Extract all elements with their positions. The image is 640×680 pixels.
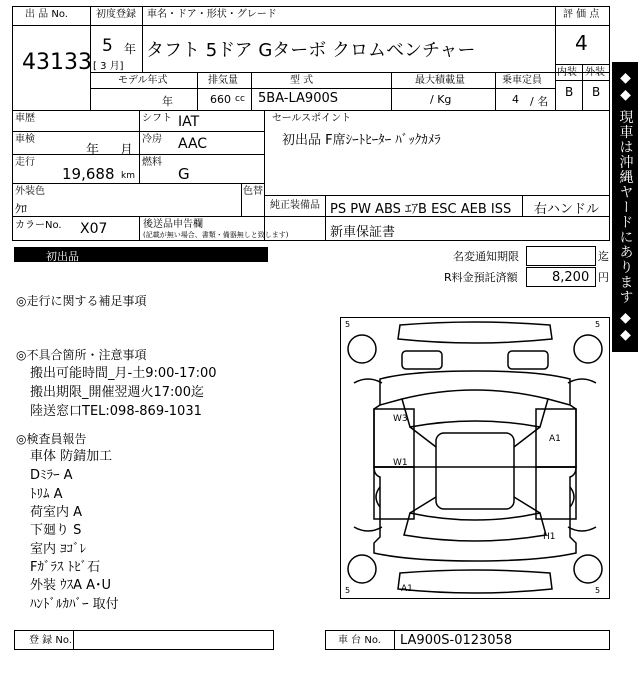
history-label: 車歴 [15,113,35,124]
load-unit: / Kg [430,93,452,106]
interior-label: 内装 [557,67,577,78]
okinawa-yard-banner: ◆◆ 現車は沖縄ヤードにあります ◆◆ [612,62,638,352]
reg-label: 初度登録 [96,9,136,20]
steering: 右ハンドル [534,202,600,217]
defect-line-1: 搬出可能時間_月-土9:00-17:00 [30,366,217,381]
inspector-line-5: 下廻り S [30,523,82,538]
mileage-label: 走行 [15,157,35,168]
score-label: 評 価 点 [563,9,600,20]
lot-number: 43133 [22,50,92,75]
car-outline-diagram [340,317,610,599]
inspector-line-2: Dﾐﾗｰ A [30,468,73,483]
equipment: PS PW ABS ｴｱB ESC AEB ISS [330,202,512,217]
aftermarket-label: 後送品申告欄 [143,219,203,230]
capacity: 4 [512,93,519,106]
notice-unit: 迄 [598,250,609,263]
inspector-line-7: Fｶﾞﾗｽ ﾄﾋﾞ石 [30,560,101,575]
displacement: 660 [210,93,231,106]
exterior-grade: B [592,85,601,99]
defect-line-3: 陸送窓口TEL:098-869-1031 [30,404,202,419]
mark-a1-bottom: A1 [401,584,413,594]
bottom-right-grade: 5 [595,586,601,595]
mark-w1: W1 [393,458,408,468]
interior-grade: B [565,85,574,99]
ac-label: 冷房 [142,134,162,145]
mark-w3: W3 [393,414,408,424]
reg-year: 5 [102,36,113,56]
warranty: 新車保証書 [330,225,396,240]
mark-a1-right: A1 [549,434,561,444]
recycle-label: R料金預託済額 [444,271,518,284]
lot-label: 出 品 No. [25,9,68,20]
inspector-line-6: 室内 ﾖｺﾞﾚ [30,542,87,557]
year-unit: 年 [162,95,173,108]
equip-label: 純正装備品 [270,200,320,211]
inspector-line-9: ﾊﾝﾄﾞﾙｶﾊﾞｰ 取付 [30,597,119,612]
note-title-inspector: ◎検査員報告 [16,432,87,446]
note-title-defects: ◎不具合箇所・注意事項 [16,348,147,362]
shift-label: シフト [142,113,172,124]
fuel-label: 燃料 [142,157,162,168]
inspector-line-8: 外装 ｳｽA A･U [30,578,112,593]
displacement-label: 排気量 [208,75,238,86]
capacity-label: 乗車定員 [502,75,542,86]
car-name: タフト 5ドア Gターボ クロムベンチャー [146,40,476,61]
recycle-unit: 円 [598,271,609,284]
ext-color: ｸﾛ [15,202,28,216]
model-type: 5BA-LA900S [258,91,338,106]
first-listing-banner: 初出品 [14,247,268,262]
inspection-label: 車検 [15,134,35,145]
color-no-label: カラーNo. [15,220,62,231]
type-label: 型 式 [290,75,314,86]
chassis-box: 車 台 No. LA900S-0123058 [325,630,610,650]
inspection-month: 月 [120,143,134,158]
recycle-amount: 8,200 [552,270,590,285]
top-left-grade: 5 [345,320,351,329]
fuel: G [178,165,190,183]
reg-month: [ 3 月] [93,61,124,72]
color-no: X07 [80,221,108,237]
aftermarket-note: (記載が無い場合、書類・備器無しと致します) [143,231,289,239]
capacity-unit: / 名 [530,95,549,108]
exterior-label: 外装 [585,67,605,78]
name-label: 車名・ドア・形状・グレード [147,9,277,20]
score: 4 [575,31,588,55]
damage-diagram [340,317,610,599]
top-right-grade: 5 [595,320,601,329]
ext-color-label: 外装色 [15,186,45,197]
reg-year-unit: 年 [124,42,137,56]
inspector-line-4: 荷室内 A [30,505,83,520]
year-label: モデル年式 [118,75,168,86]
shift: IAT [178,114,200,130]
chassis-number: LA900S-0123058 [400,633,513,648]
inspection-year: 年 [86,143,100,158]
mileage-unit: km [121,171,135,181]
inspector-line-1: 車体 防錆加工 [30,449,113,464]
defect-line-2: 搬出期限_開催翌週火17:00迄 [30,385,204,400]
mark-h1: H1 [543,532,556,542]
mileage: 19,688 [62,165,115,183]
ac: AAC [178,136,208,152]
load-label: 最大積載量 [415,75,465,86]
bottom-left-grade: 5 [345,586,351,595]
notice-label: 名変通知期限 [453,250,519,263]
registration-box: 登 録 No. [14,630,274,650]
sales-point-label: セールスポイント [272,113,352,124]
color-change-label: 色替 [243,186,263,197]
notice-box [526,246,596,266]
note-title-driving: ◎走行に関する補足事項 [16,294,147,308]
displacement-unit: cc [235,94,245,104]
sales-point: 初出品 F席ｼｰﾄﾋｰﾀｰ ﾊﾞｯｸｶﾒﾗ [282,133,441,148]
inspector-line-3: ﾄﾘﾑ A [30,487,63,502]
